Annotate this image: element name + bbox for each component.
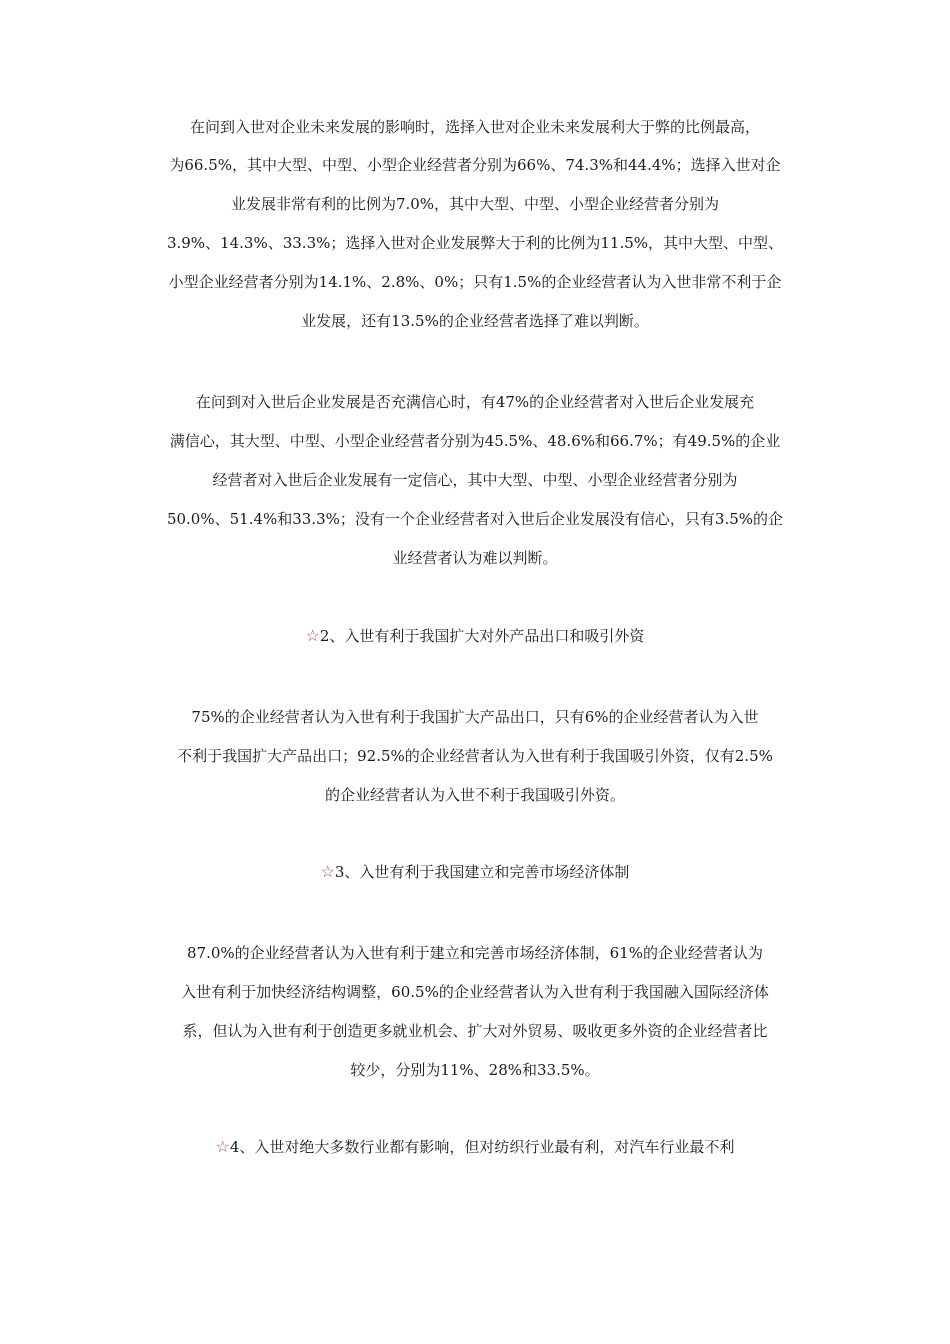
paragraph-line: 在问到对入世后企业发展是否充满信心时，有47%的企业经营者对入世后企业发展充 <box>195 393 755 411</box>
section-heading-text: 3、入世有利于我国建立和完善市场经济体制 <box>334 863 630 881</box>
paragraph-line: 的企业经营者认为入世不利于我国吸引外资。 <box>324 786 625 804</box>
section-heading <box>0 626 950 646</box>
star-icon: ☆ <box>305 626 320 645</box>
paragraph-line: 在问到入世对企业未来发展的影响时，选择入世对企业未来发展利大于弊的比例最高， <box>189 118 760 136</box>
section-heading-text: 4、入世对绝大多数行业都有影响，但对纺织行业最有利，对汽车行业最不利 <box>229 1138 735 1156</box>
star-icon: ☆ <box>215 1137 230 1156</box>
paragraph-line: 系，但认为入世有利于创造更多就业机会、扩大对外贸易、吸收更多外资的企业经营者比 <box>182 1022 768 1040</box>
section-heading <box>0 1137 950 1157</box>
section-heading <box>0 862 950 882</box>
paragraph-line: 3.9%、14.3%、33.3%；选择入世对企业发展弊大于利的比例为11.5%，其中大型、中型、 <box>166 234 784 252</box>
paragraph-line: 不利于我国扩大产品出口；92.5%的企业经营者认为入世有利于我国吸引外资，仅有2.5% <box>177 747 773 765</box>
paragraph-line: 业发展，还有13.5%的企业经营者选择了难以判断。 <box>301 312 649 330</box>
paragraph-line: 50.0%、51.4%和33.3%；没有一个企业经营者对入世后企业发展没有信心，只有3.5%的企 <box>166 510 784 528</box>
paragraph-line: 为66.5%，其中大型、中型、小型企业经营者分别为66%、74.3%和44.4%；选择入世对企 <box>169 156 781 174</box>
paragraph-line: 小型企业经营者分别为14.1%、2.8%、0%；只有1.5%的企业经营者认为入世非常不利于企 <box>168 273 782 291</box>
paragraph-line: 75%的企业经营者认为入世有利于我国扩大产品出口，只有6%的企业经营者认为入世 <box>191 708 759 726</box>
section-heading-text: 2、入世有利于我国扩大对外产品出口和吸引外资 <box>319 627 645 645</box>
paragraph-line: 经营者对入世后企业发展有一定信心，其中大型、中型、小型企业经营者分别为 <box>212 471 738 489</box>
paragraph-line: 入世有利于加快经济结构调整，60.5%的企业经营者认为入世有利于我国融入国际经济体 <box>181 983 769 1001</box>
paragraph-line: 业发展非常有利的比例为7.0%，其中大型、中型、小型企业经营者分别为 <box>230 195 720 213</box>
paragraph-line: 较少，分别为11%、28%和33.5%。 <box>350 1061 600 1079</box>
paragraph-line: 满信心，其大型、中型、小型企业经营者分别为45.5%、48.6%和66.7%；有49.5%的企业 <box>169 432 781 450</box>
paragraph-line: 87.0%的企业经营者认为入世有利于建立和完善市场经济体制，61%的企业经营者认为 <box>187 944 763 962</box>
star-icon: ☆ <box>320 862 335 881</box>
paragraph-line: 业经营者认为难以判断。 <box>392 549 558 567</box>
